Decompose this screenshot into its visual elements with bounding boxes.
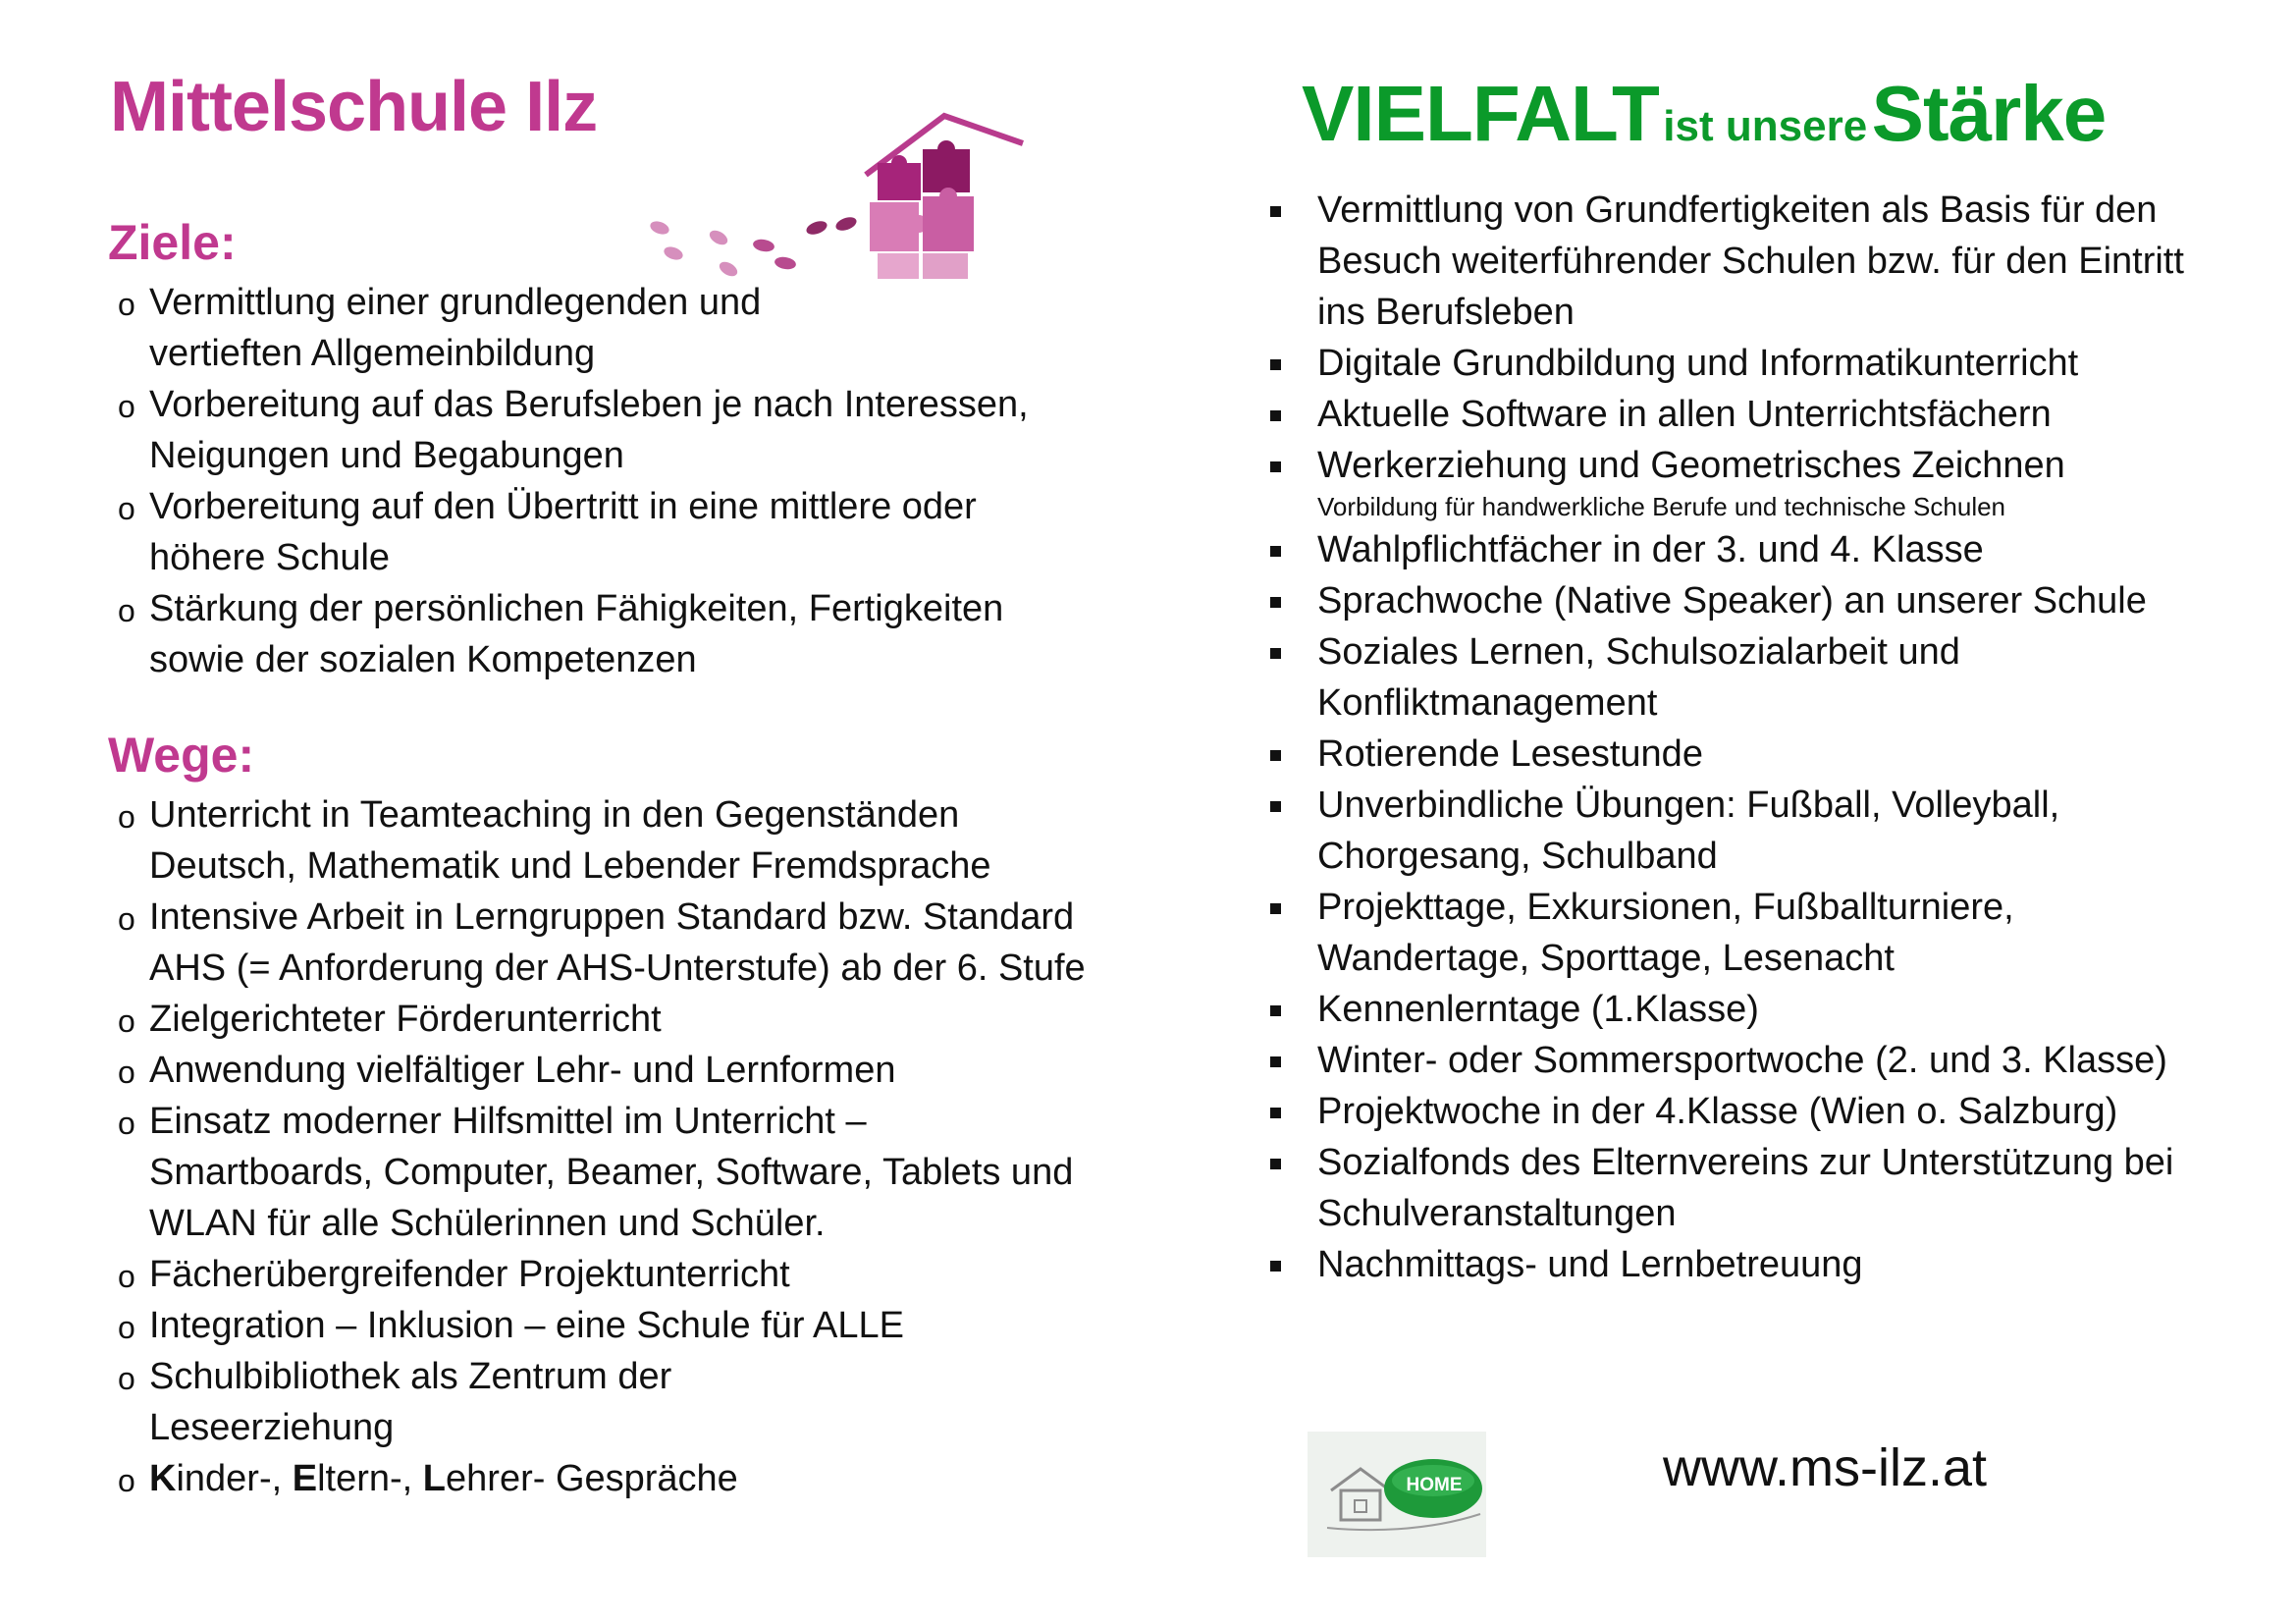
website-url[interactable]: www.ms-ilz.at <box>1663 1438 1988 1497</box>
list-item: Vermittlung von Grundfertigkeiten als Basis für den Besuch weiterführender Schulen bzw. für den Eintritt ins Berufsleben <box>1270 185 2201 338</box>
ziele-heading: Ziele: <box>108 215 237 270</box>
slogan-title: VIELFALT ist unsere Stärke <box>1302 70 2107 157</box>
list-item: o Anwendung vielfältiger Lehr- und Lernformen <box>118 1050 896 1091</box>
list-item: o Kinder-, Eltern-, Lehrer- Gespräche <box>118 1458 738 1499</box>
list-item: o Einsatz moderner Hilfsmittel im Unterricht – Smartboards, Computer, Beamer, Software, Tablets und WLAN für alle Schülerinnen und Schüler. <box>118 1101 1074 1244</box>
wege-heading: Wege: <box>108 728 255 783</box>
features-list <box>1270 185 2242 1290</box>
puzzle-house-footprints-logo <box>638 108 1031 295</box>
list-item: o Unterricht in Teamteaching in den Gegenständen Deutsch, Mathematik und Lebender Fremdsprache <box>118 794 991 887</box>
list-item: Sprachwoche (Native Speaker) an unserer Schule <box>1270 575 2242 626</box>
list-item: o Fächerübergreifender Projektunterricht <box>118 1254 790 1295</box>
ziele-list <box>110 277 1092 685</box>
wege-list <box>110 789 1092 1504</box>
list-item: o Vorbereitung auf das Berufsleben je nach Interessen, Neigungen und Begabungen <box>118 384 1029 476</box>
home-label: HOME <box>1406 1475 1463 1495</box>
werk-note: Vorbildung für handwerkliche Berufe und technische Schulen <box>1317 492 2006 521</box>
list-item: Nachmittags- und Lernbetreuung <box>1270 1239 2242 1290</box>
list-item: Digitale Grundbildung und Informatikunterricht <box>1270 338 2242 389</box>
list-item: Soziales Lernen, Schulsozialarbeit und Konfliktmanagement <box>1270 626 2103 729</box>
list-item: Werkerziehung und Geometrisches Zeichnen Vorbildung für handwerkliche Berufe und technische Schulen <box>1270 440 2242 524</box>
list-item: Projekttage, Exkursionen, Fußballturniere, Wandertage, Sporttage, Lesenacht <box>1270 882 2142 984</box>
list-item: o Vorbereitung auf den Übertritt in eine mittlere oder höhere Schule <box>118 486 977 578</box>
home-button-icon[interactable] <box>1308 1432 1486 1557</box>
school-title: Mittelschule Ilz <box>110 68 598 146</box>
list-item: o Zielgerichteter Förderunterricht <box>118 999 662 1040</box>
list-item: Kennenlerntage (1.Klasse) <box>1270 984 2242 1035</box>
list-item: Aktuelle Software in allen Unterrichtsfächern <box>1270 389 2242 440</box>
list-item: o Intensive Arbeit in Lerngruppen Standard bzw. Standard AHS (= Anforderung der AHS-Unterstufe) ab der 6. Stufe <box>118 896 1086 989</box>
list-item: Wahlpflichtfächer in der 3. und 4. Klasse <box>1270 524 2242 575</box>
list-item: o Stärkung der persönlichen Fähigkeiten, Fertigkeiten sowie der sozialen Kompetenzen <box>118 588 1004 680</box>
list-item: Winter- oder Sommersportwoche (2. und 3. Klasse) <box>1270 1035 2242 1086</box>
list-item: o Vermittlung einer grundlegenden und vertieften Allgemeinbildung <box>118 282 762 374</box>
list-item: o Schulbibliothek als Zentrum der Leseerziehung <box>118 1356 672 1448</box>
list-item: o Integration – Inklusion – eine Schule für ALLE <box>118 1305 904 1346</box>
list-item: Sozialfonds des Elternvereins zur Unterstützung bei Schulveranstaltungen <box>1270 1137 2201 1239</box>
list-item: Unverbindliche Übungen: Fußball, Volleyball, Chorgesang, Schulband <box>1270 780 2142 882</box>
list-item: Rotierende Lesestunde <box>1270 729 2242 780</box>
list-item: Projektwoche in der 4.Klasse (Wien o. Salzburg) <box>1270 1086 2242 1137</box>
